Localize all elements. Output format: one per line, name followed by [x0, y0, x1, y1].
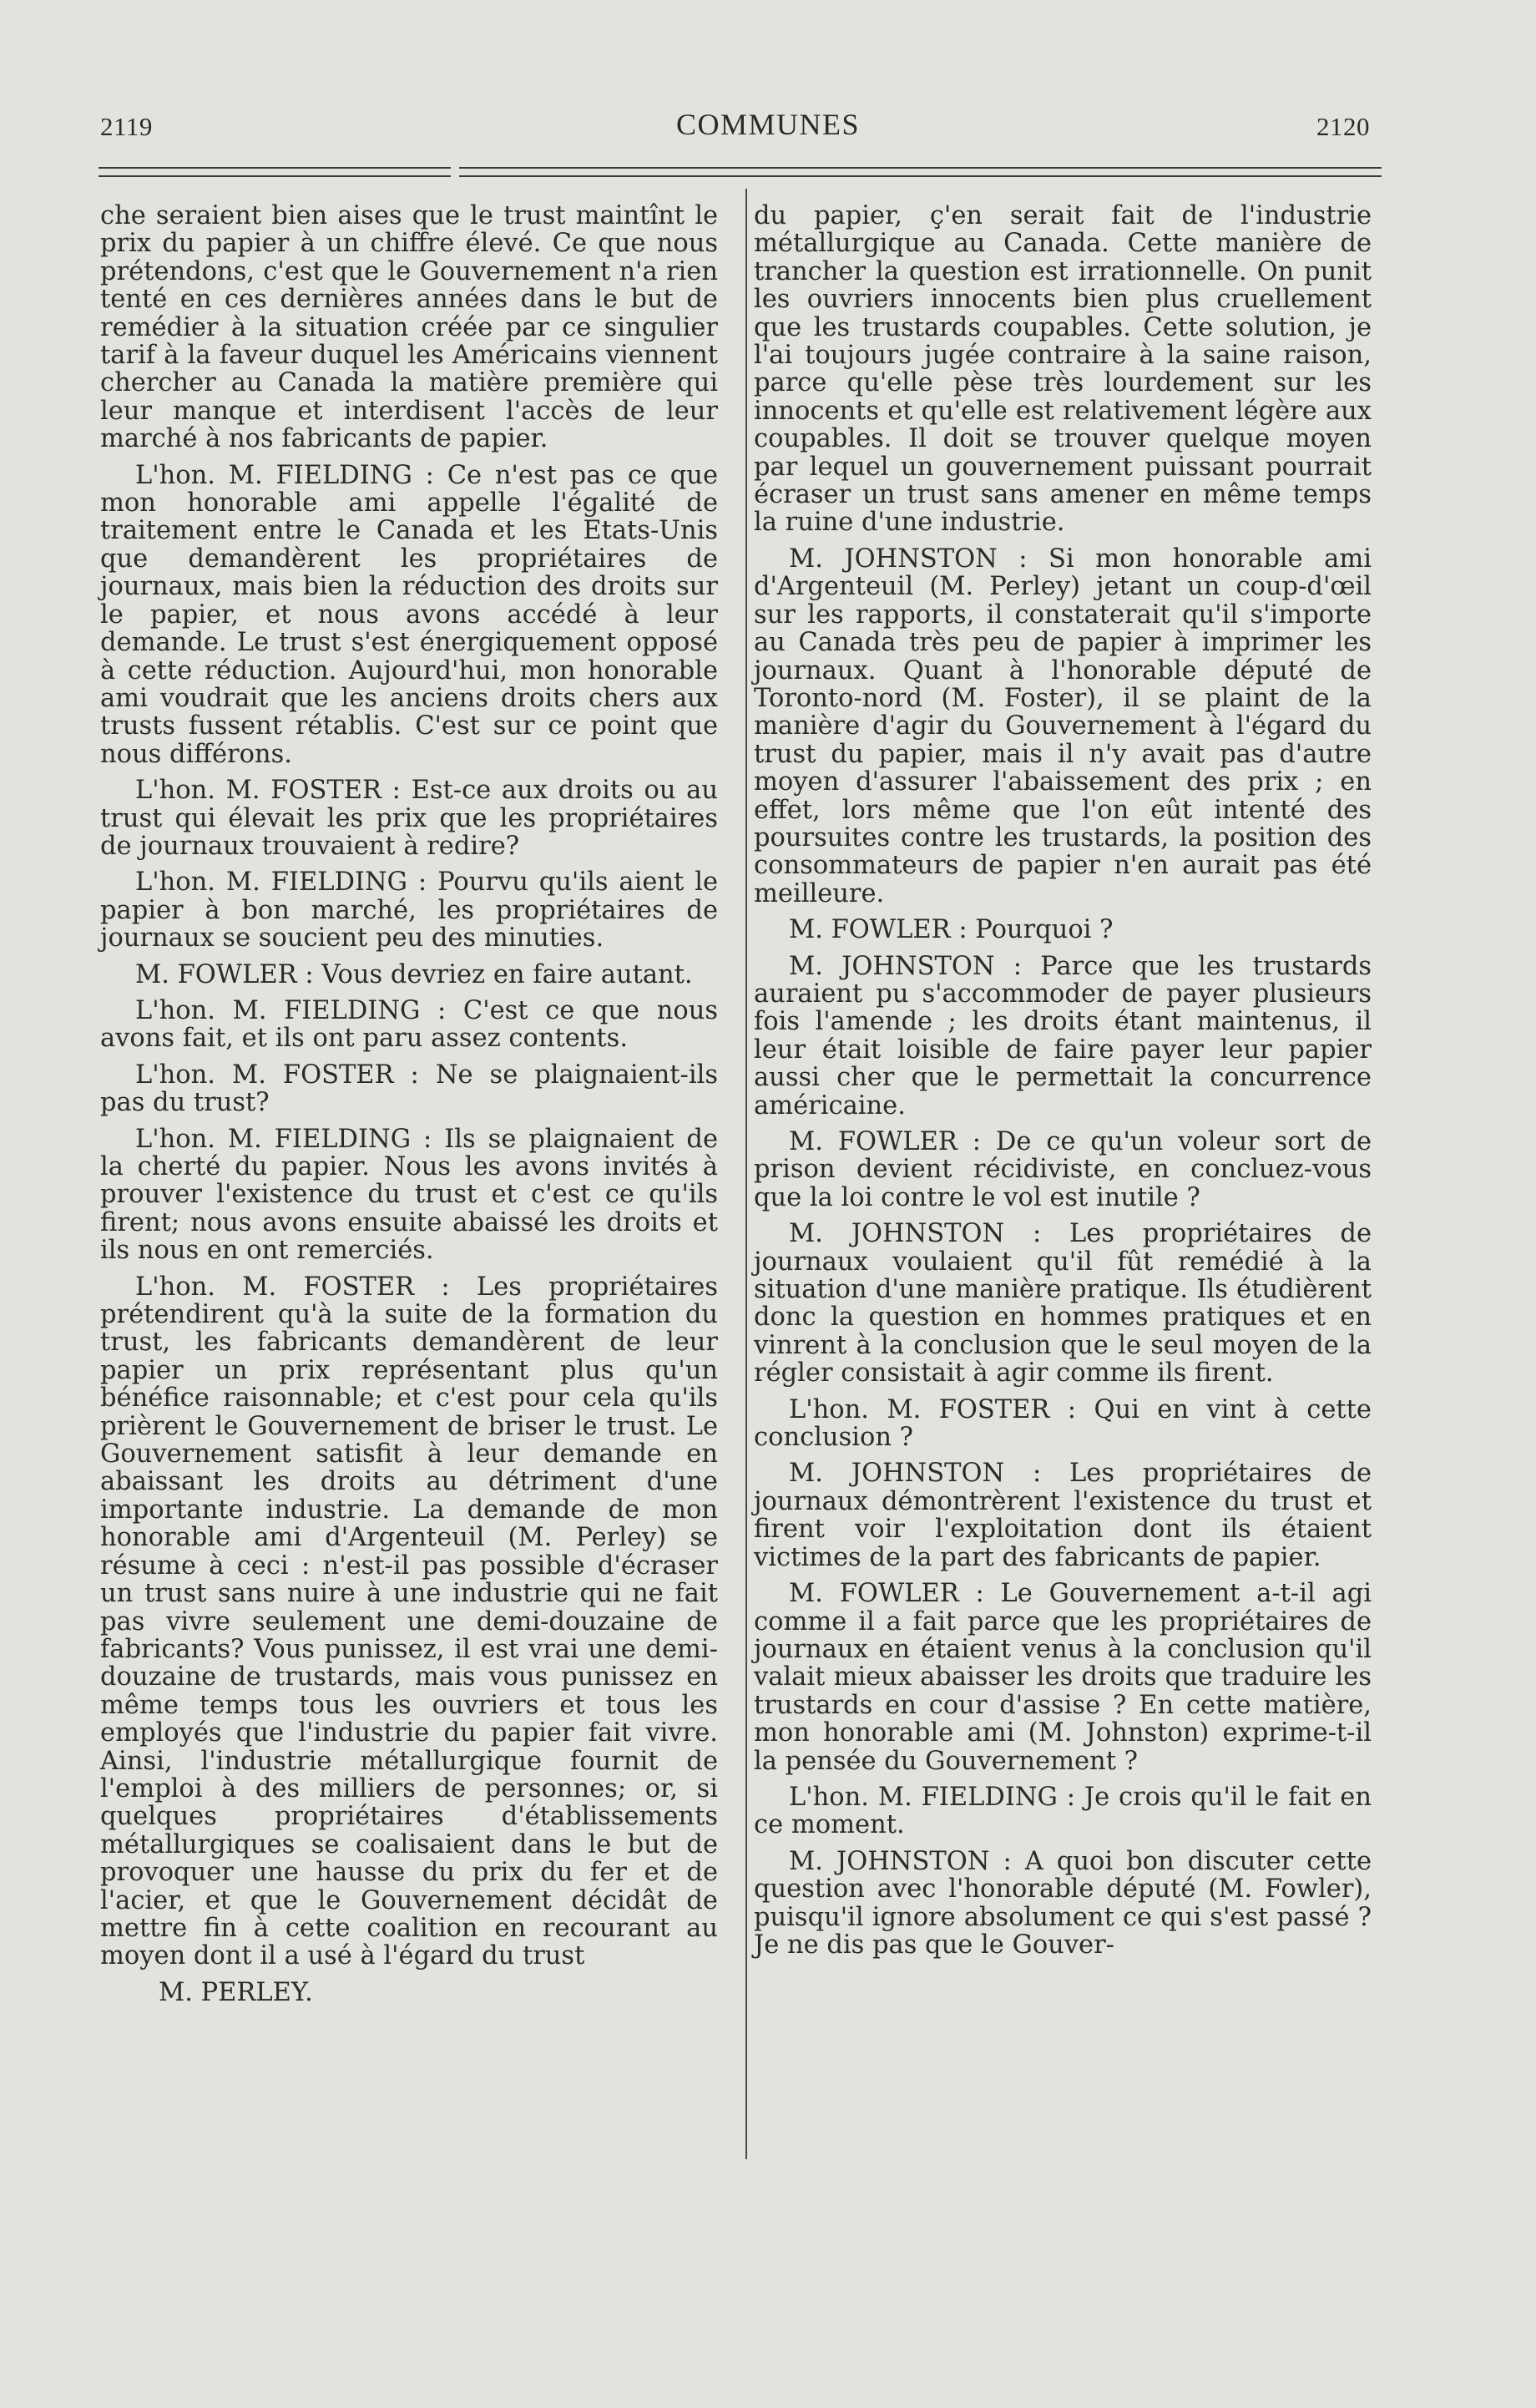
paragraph: L'hon. M. FOSTER : Est-ce aux droits ou au trust qui élevait les prix que les propriétaires de journaux trouvaient à redire?: [100, 776, 718, 861]
paragraph: M. JOHNSTON : Les propriétaires de journaux voulaient qu'il fût remédié à la situation d'une manière pratique. Ils étudièrent donc la question en hommes pratiques et en vinrent à la conclusion que le seul moyen de la régler consistait à agir comme ils firent.: [754, 1219, 1372, 1389]
speaker-signature: M. PERLEY.: [159, 1977, 313, 2007]
paragraph: L'hon. M. FIELDING : Ce n'est pas ce que mon honorable ami appelle l'égalité de traitement entre le Canada et les Etats-Unis que demandèrent les propriétaires de journaux, mais bien la réduction des droits sur le papier, et nous avons accédé à leur demande. Le trust s'est énergiquement opposé à cette réduction. Aujourd'hui, mon honorable ami voudrait que les anciens droits chers aux trusts fussent rétablis. C'est sur ce point que nous différons.: [100, 460, 718, 769]
header-rule-right: [459, 167, 1382, 184]
paragraph: M. FOWLER : Vous devriez en faire autant.: [135, 959, 693, 989]
paragraph: L'hon. M. FOSTER : Qui en vint à cette conclusion ?: [754, 1394, 1372, 1453]
paragraph: M. JOHNSTON : Les propriétaires de journaux démontrèrent l'existence du trust et firent voir l'exploitation dont ils étaient victimes de la part des fabricants de papier.: [754, 1459, 1372, 1572]
paragraph: L'hon. M. FOSTER : Ne se plaignaient-ils pas du trust?: [100, 1060, 718, 1118]
paragraph: M. FOWLER : De ce qu'un voleur sort de prison devient récidiviste, en concluez-vous que la loi contre le vol est inutile ?: [754, 1127, 1372, 1212]
paragraph: L'hon. M. FIELDING : C'est ce que nous avons fait, et ils ont paru assez contents.: [100, 995, 718, 1054]
paragraph: L'hon. M. FOSTER : Les propriétaires prétendirent qu'à la suite de la formation du trust, les fabricants demandèrent de leur papier un prix représentant plus qu'un bénéfice raisonnable; et c'est pour cela qu'ils prièrent le Gouvernement de briser le trust. Le Gouvernement satisfit à leur demande en abaissant les droits au détriment d'une importante industrie. La demande de mon honorable ami d'Argenteuil (M. Perley) se résume à ceci : n'est-il pas possible d'écraser un trust sans nuire à une industrie qui ne fait pas vivre seulement une demi-douzaine de fabricants? Vous punissez, il est vrai une demi-douzaine de trustards, mais vous punissez en même temps tous les ouvriers et tous les employés que l'industrie du papier fait vivre. Ainsi, l'industrie métallurgique fournit de l'emploi à des milliers de personnes; or, si quelques propriétaires d'établissements métallurgiques se coalisaient dans le but de provoquer une hausse du prix du fer et de l'acier, et que le Gouvernement décidât de mettre fin à cette coalition en recourant au moyen dont il a usé à l'égard du trust: [100, 1272, 718, 1971]
paragraph: du papier, ç'en serait fait de l'industrie métallurgique au Canada. Cette manière de trancher la question est irrationnelle. On punit les ouvriers innocents bien plus cruellement que les trustards coupables. Cette solution, je l'ai toujours jugée contraire à la saine raison, parce qu'elle pèse très lourdement sur les innocents et qu'elle est relativement légère aux coupables. Il doit se trouver quelque moyen par lequel un gouvernement puissant pourrait écraser un trust sans amener en même temps la ruine d'une industrie.: [754, 201, 1372, 538]
header-rule-left: [99, 167, 451, 184]
paragraph: L'hon. M. FIELDING : Ils se plaignaient de la cherté du papier. Nous les avons invités à prouver l'existence du trust et c'est ce qu'ils firent; nous avons ensuite abaissé les droits et ils nous en ont remerciés.: [100, 1124, 718, 1266]
paragraph: L'hon. M. FIELDING : Pourvu qu'ils aient le papier à bon marché, les propriétaires de journaux se soucient peu des minuties.: [100, 868, 718, 954]
paragraph: che seraient bien aises que le trust maintînt le prix du papier à un chiffre élevé. Ce que nous prétendons, c'est que le Gouvernement n'a rien tenté en ces dernières années dans le but de remédier à la situation créée par ce singulier tarif à la faveur duquel les Américains viennent chercher au Canada la matière première qui leur manque et interdisent l'accès de leur marché à nos fabricants de papier.: [100, 201, 718, 454]
paragraph: L'hon. M. FIELDING : Je crois qu'il le fait en ce moment.: [754, 1782, 1372, 1840]
column-divider: [745, 189, 747, 2159]
paragraph: M. JOHNSTON : Si mon honorable ami d'Argenteuil (M. Perley) jetant un coup-d'œil sur les rapports, il constaterait qu'il s'importe au Canada très peu de papier à imprimer les journaux. Quant à l'honorable député de Toronto-nord (M. Foster), il se plaint de la manière d'agir du Gouvernement à l'égard du trust du papier, mais il n'y avait pas d'autre moyen d'assurer l'abaissement des prix ; en effet, lors même que l'on eût intenté des poursuites contre les trustards, la position des consommateurs de papier n'en aurait pas été meilleure.: [754, 544, 1372, 908]
left-column: [100, 202, 718, 2015]
page-header: [0, 100, 1536, 150]
running-title: COMMUNES: [675, 108, 861, 141]
paragraph: M. JOHNSTON : A quoi bon discuter cette question avec l'honorable député (M. Fowler), puisqu'il ignore absolument ce qui s'est passé ? Je ne dis pas que le Gouver-: [754, 1846, 1372, 1960]
page-number-right: 2120: [1316, 112, 1370, 141]
paragraph: M. FOWLER : Pourquoi ?: [789, 915, 1114, 945]
right-column: [754, 202, 1372, 1967]
page-number-left: 2119: [100, 112, 153, 141]
paragraph: M. FOWLER : Le Gouvernement a-t-il agi comme il a fait parce que les propriétaires de journaux en étaient venus à la conclusion qu'il valait mieux abaisser les droits que traduire les trustards en cour d'assise ? En cette matière, mon honorable ami (M. Johnston) exprime-t-il la pensée du Gouvernement ?: [754, 1579, 1372, 1776]
paragraph: M. JOHNSTON : Parce que les trustards auraient pu s'accommoder de payer plusieurs fois l'amende ; les droits étant maintenus, il leur était loisible de faire payer leur papier aussi cher que le permettait la concurrence américaine.: [754, 951, 1372, 1121]
